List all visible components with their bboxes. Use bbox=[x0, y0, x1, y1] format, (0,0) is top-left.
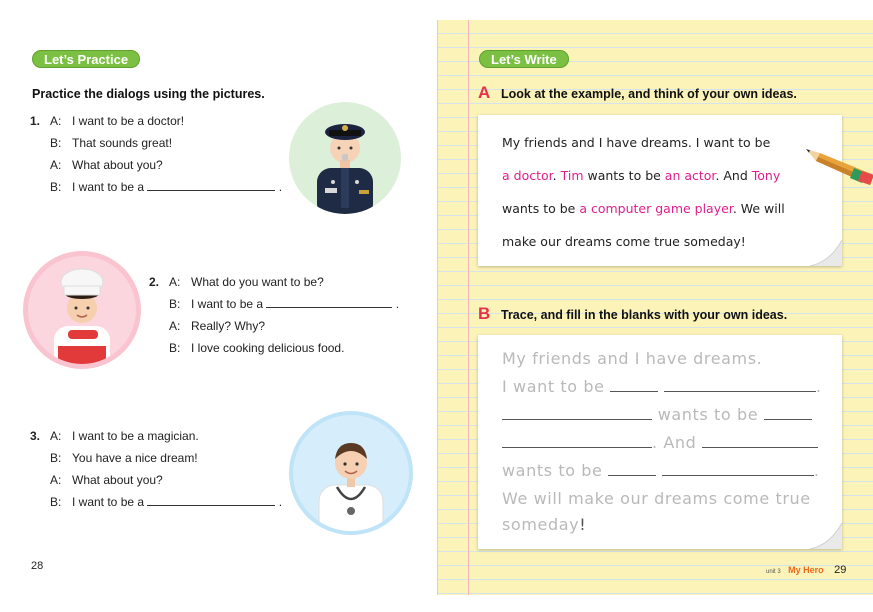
dialog-number: 3. bbox=[30, 429, 41, 443]
dialog-line bbox=[50, 136, 172, 150]
lets-write-label: Let’s Write bbox=[479, 50, 569, 68]
example-highlight: Tim bbox=[560, 168, 584, 183]
example-highlight: a doctor bbox=[502, 168, 553, 183]
trace-line-3 bbox=[502, 405, 812, 424]
example-line-3 bbox=[502, 201, 785, 216]
example-line-2 bbox=[502, 168, 780, 183]
chef-picture bbox=[23, 251, 141, 369]
dialog-line bbox=[50, 180, 282, 194]
dialog-period: . bbox=[278, 180, 283, 194]
speaker-label: B: bbox=[50, 451, 62, 465]
example-text: . bbox=[552, 168, 561, 183]
dialog-text: You have a nice dream! bbox=[72, 451, 198, 465]
lets-practice-label: Let’s Practice bbox=[32, 50, 140, 68]
trace-text: . bbox=[813, 461, 820, 480]
example-highlight: Tony bbox=[751, 168, 781, 183]
speaker-label: B: bbox=[50, 180, 62, 194]
example-line-4: make our dreams come true someday! bbox=[502, 234, 746, 249]
fill-blank[interactable] bbox=[502, 436, 652, 448]
example-text: wants to be bbox=[583, 168, 665, 183]
dialog-text: I want to be a magician. bbox=[72, 429, 199, 443]
trace-text: . bbox=[815, 377, 822, 396]
fill-blank[interactable] bbox=[610, 380, 658, 392]
trace-line-5 bbox=[502, 461, 820, 480]
dialog-text: I want to be a bbox=[72, 180, 145, 194]
page-footer bbox=[766, 560, 846, 578]
dialog-text: What about you? bbox=[72, 158, 163, 172]
fill-blank[interactable] bbox=[664, 380, 816, 392]
speaker-label: A: bbox=[50, 429, 62, 443]
dialog-line bbox=[149, 275, 324, 289]
speaker-label: B: bbox=[169, 297, 181, 311]
fill-blank[interactable] bbox=[662, 464, 814, 476]
speaker-label: A: bbox=[50, 158, 62, 172]
dialog-text: I want to be a bbox=[191, 297, 264, 311]
example-text: . And bbox=[715, 168, 752, 183]
dialog-text: I want to be a doctor! bbox=[72, 114, 185, 128]
police-officer-picture bbox=[289, 102, 401, 214]
dialog-text: That sounds great! bbox=[72, 136, 173, 150]
trace-line-7 bbox=[502, 515, 586, 534]
part-a-letter: A bbox=[478, 83, 491, 102]
dialog-line bbox=[30, 114, 184, 128]
notebook-margin-line bbox=[468, 20, 469, 595]
trace-text: I want to be bbox=[502, 377, 605, 396]
unit-title-logo: My Hero bbox=[788, 565, 824, 575]
page-curl-icon bbox=[810, 523, 842, 549]
speaker-label: A: bbox=[50, 114, 62, 128]
dialog-period: . bbox=[278, 495, 283, 509]
dialog-line bbox=[50, 495, 282, 509]
dialog-text: Really? Why? bbox=[191, 319, 266, 333]
dialog-line bbox=[50, 451, 198, 465]
dialog-line bbox=[169, 297, 399, 311]
answer-blank[interactable] bbox=[147, 495, 275, 506]
dialog-text: I want to be a bbox=[72, 495, 145, 509]
speaker-label: A: bbox=[169, 275, 181, 289]
dialog-text: What about you? bbox=[72, 473, 163, 487]
trace-line-6: We will make our dreams come true bbox=[502, 489, 811, 508]
example-text: . We will bbox=[732, 201, 785, 216]
dialog-line bbox=[30, 429, 199, 443]
fill-blank[interactable] bbox=[502, 408, 652, 420]
pencil-icon bbox=[804, 147, 873, 191]
fill-blank[interactable] bbox=[764, 408, 812, 420]
dialog-text: What do you want to be? bbox=[191, 275, 324, 289]
dialog-number: 2. bbox=[149, 275, 160, 289]
dialog-number: 1. bbox=[30, 114, 41, 128]
dialog-line bbox=[50, 158, 163, 172]
trace-text: . And bbox=[652, 433, 697, 452]
fill-blank[interactable] bbox=[608, 464, 656, 476]
part-b-letter: B bbox=[478, 304, 491, 323]
dialog-text: I love cooking delicious food. bbox=[191, 341, 345, 355]
right-page bbox=[437, 20, 873, 595]
trace-line-4 bbox=[502, 433, 818, 452]
speaker-label: B: bbox=[169, 341, 181, 355]
speaker-label: B: bbox=[50, 136, 62, 150]
trace-card bbox=[478, 335, 842, 549]
example-card bbox=[478, 115, 842, 266]
speaker-label: A: bbox=[169, 319, 181, 333]
dialog-line bbox=[169, 319, 265, 333]
dialog-period: . bbox=[395, 297, 400, 311]
answer-blank[interactable] bbox=[147, 180, 275, 191]
page-number-right: 29 bbox=[834, 564, 847, 576]
trace-text: wants to be bbox=[657, 405, 759, 424]
example-line-1: My friends and I have dreams. I want to be bbox=[502, 135, 771, 150]
trace-line-2 bbox=[502, 377, 822, 396]
trace-text: wants to be bbox=[502, 461, 603, 480]
doctor-picture bbox=[289, 411, 413, 535]
fill-blank[interactable] bbox=[702, 436, 818, 448]
unit-label: unit 3 bbox=[766, 569, 781, 575]
speaker-label: B: bbox=[50, 495, 62, 509]
trace-text: someday bbox=[502, 515, 580, 534]
example-highlight: a computer game player bbox=[579, 201, 733, 216]
part-b-instruction: Trace, and fill in the blanks with your own ideas. bbox=[501, 308, 788, 322]
speaker-label: A: bbox=[50, 473, 62, 487]
trace-line-1: My friends and I have dreams. bbox=[502, 349, 763, 368]
dialog-line bbox=[169, 341, 344, 355]
trace-exclamation: ! bbox=[579, 515, 587, 534]
part-a-instruction: Look at the example, and think of your own ideas. bbox=[501, 87, 797, 101]
practice-instruction: Practice the dialogs using the pictures. bbox=[32, 87, 265, 101]
dialog-line bbox=[50, 473, 163, 487]
example-text: wants to be bbox=[502, 201, 580, 216]
page-number-left: 28 bbox=[31, 560, 44, 572]
answer-blank[interactable] bbox=[266, 297, 392, 308]
page-curl-icon bbox=[810, 240, 842, 266]
example-highlight: an actor bbox=[664, 168, 716, 183]
